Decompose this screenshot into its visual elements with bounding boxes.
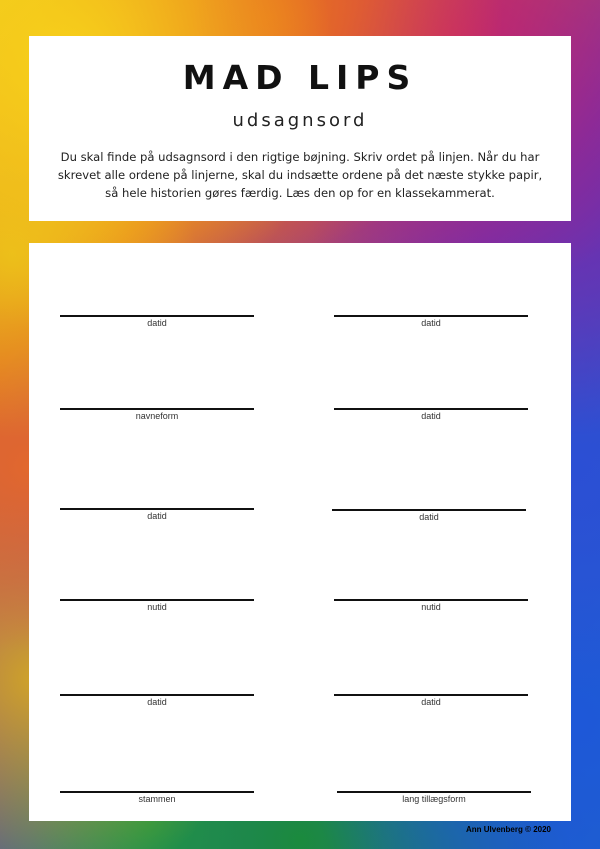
blank-left-2[interactable] [60, 408, 254, 421]
blank-label: nutid [147, 602, 167, 612]
blank-label: nutid [421, 602, 441, 612]
blank-right-3[interactable] [332, 509, 526, 522]
worksheet-card [29, 243, 571, 821]
write-line[interactable] [60, 315, 254, 317]
blank-left-5[interactable] [60, 694, 254, 707]
write-line[interactable] [337, 791, 531, 793]
blank-label: datid [421, 411, 441, 421]
blank-label: datid [421, 697, 441, 707]
write-line[interactable] [334, 694, 528, 696]
blank-left-3[interactable] [60, 508, 254, 521]
write-line[interactable] [60, 508, 254, 510]
blank-label: datid [421, 318, 441, 328]
blank-label: datid [147, 697, 167, 707]
blank-label: datid [419, 512, 439, 522]
header-card [29, 36, 571, 221]
blank-left-4[interactable] [60, 599, 254, 612]
blank-right-2[interactable] [334, 408, 528, 421]
instructions-text: Du skal finde på udsagnsord i den rigtige bøjning. Skriv ordet på linjen. Når du har skrevet alle ordene på linjerne, skal du indsætte ordene på det næste stykke papir, så hele historien gøres færdig. Læs den op for en klassekammerat. [57, 150, 543, 200]
write-line[interactable] [334, 315, 528, 317]
page-title: MAD LIPS [182, 58, 418, 97]
blank-left-1[interactable] [60, 315, 254, 328]
blank-label: datid [147, 511, 167, 521]
blank-label: navneform [135, 411, 179, 421]
blank-label: stammen [138, 794, 176, 804]
write-line[interactable] [60, 408, 254, 410]
write-line[interactable] [334, 408, 528, 410]
blank-label: datid [147, 318, 167, 328]
copyright-credit: Ann Ulvenberg © 2020 [465, 825, 551, 834]
write-line[interactable] [334, 599, 528, 601]
blank-left-6[interactable] [60, 791, 254, 804]
blank-right-4[interactable] [334, 599, 528, 612]
blank-right-6[interactable] [337, 791, 531, 804]
write-line[interactable] [60, 694, 254, 696]
write-line[interactable] [60, 599, 254, 601]
blank-label: lang tillægsform [402, 794, 466, 804]
write-line[interactable] [332, 509, 526, 511]
write-line[interactable] [60, 791, 254, 793]
page-subtitle: udsagnsord [232, 110, 368, 131]
blank-right-1[interactable] [334, 315, 528, 328]
blank-right-5[interactable] [334, 694, 528, 707]
